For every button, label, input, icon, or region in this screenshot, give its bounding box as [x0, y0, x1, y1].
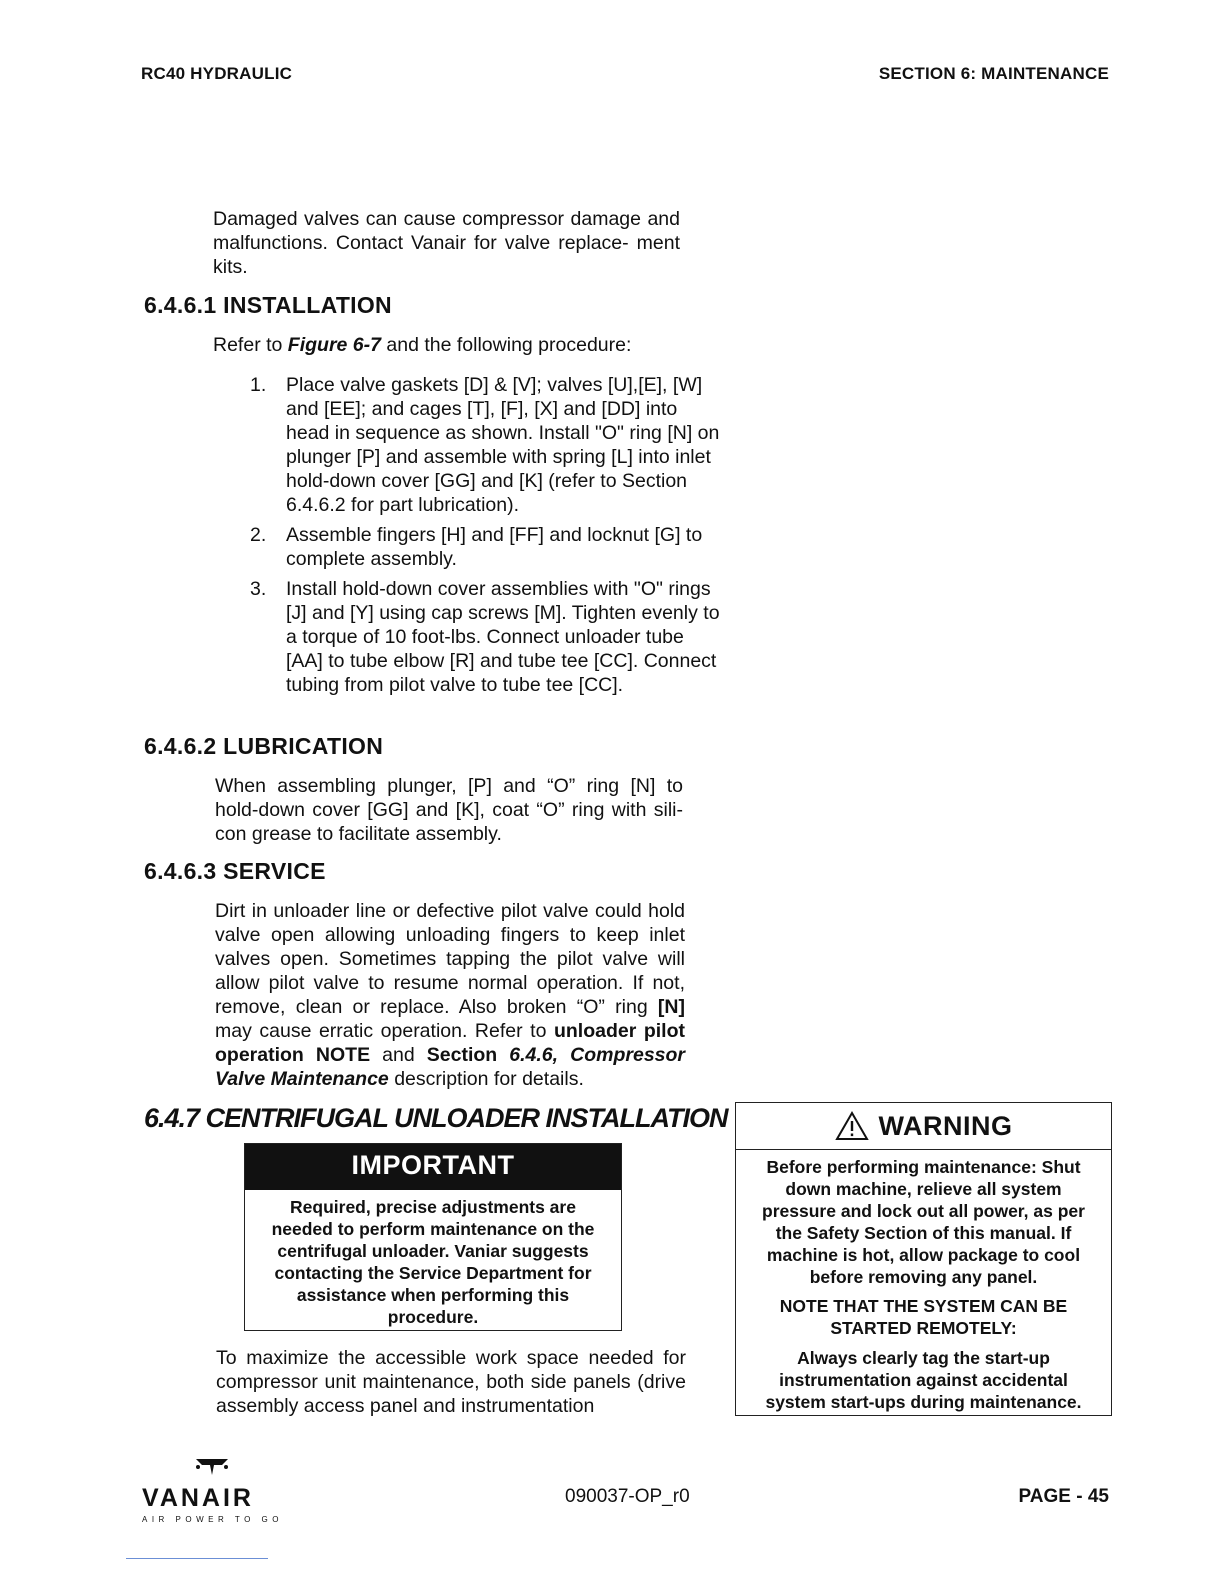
lubrication-heading: 6.4.6.2 LUBRICATION — [144, 733, 384, 759]
intro-paragraph: Damaged valves can cause compressor damage and malfunctions. Contact Vanair for valve replace- ment kits. — [213, 208, 680, 278]
logo-tagline: AIR POWER TO GO — [142, 1515, 283, 1524]
list-item: 2. Assemble fingers [H] and [FF] and locknut [G] to complete assembly. — [250, 524, 703, 570]
important-title: IMPORTANT — [245, 1144, 621, 1190]
warning-text-2: NOTE THAT THE SYSTEM CAN BE STARTED REMOTELY: — [779, 1296, 1068, 1338]
list-item: 1. Place valve gaskets [D] & [V]; valves [U],[E], [W] and [EE]; and cages [T], [F], [X] and [DD] into head in sequence as shown. Install "O" ring [N] on plunger [P] and assemble with spring [L] into inlet hold-down cover [GG] and [K] (refer to Section 6.4.6.2 for part lubrication). — [250, 374, 720, 516]
warning-text-3: Always clearly tag the start-up instrumentation against accidental system start-ups during maintenance. — [765, 1348, 1082, 1412]
centrifugal-heading: 6.4.7 CENTRIFUGAL UNLOADER INSTALLATION — [144, 1103, 728, 1133]
warning-triangle-icon — [835, 1111, 869, 1141]
warning-box — [735, 1102, 1112, 1416]
header-right: SECTION 6: MAINTENANCE — [878, 64, 1109, 83]
logo-word: VANAIR — [142, 1484, 254, 1512]
page-number: PAGE - 45 — [1018, 1486, 1109, 1507]
list-item: 3. Install hold-down cover assemblies with "O" rings [J] and [Y] using cap screws [M]. Tighten evenly to a torque of 10 foot-lbs. Connect unloader tube [AA] to tube elbow [R] and tube tee [CC]. Connect tubing from pilot valve to tube tee [CC]. — [250, 578, 720, 696]
warning-title: WARNING — [878, 1110, 1013, 1141]
important-box — [244, 1143, 622, 1331]
centrifugal-paragraph: To maximize the accessible work space needed for compressor unit maintenance, both side panels (drive assembly access panel and instrumentation — [216, 1347, 686, 1417]
installation-heading: 6.4.6.1 INSTALLATION — [144, 292, 392, 318]
service-paragraph: Dirt in unloader line or defective pilot valve could hold valve open allowing unloading fingers to keep inlet valves open. Sometimes tapping the pilot valve will allow pilot valve to resume normal operation. If not, remove, clean or replace. Also broken “O” ring [N] may cause erratic operation. Refer to unloader pilot operation NOTE and Section 6.4.6, Compressor Valve Maintenance description for details. — [215, 900, 686, 1090]
header-left: RC40 HYDRAULIC — [141, 64, 293, 83]
warning-header — [736, 1103, 1111, 1150]
important-text: Required, precise adjustments are needed to perform maintenance on the centrifugal unloader. Vaniar suggests contacting the Service Department for assistance when performing this procedure. — [271, 1197, 595, 1327]
vanair-logo — [142, 1455, 312, 1524]
warning-text-1: Before performing maintenance: Shut down machine, relieve all system pressure and lock out all power, as per the Safety Section of this manual. If machine is hot, allow package to cool before removing any panel. — [762, 1157, 1085, 1287]
lubrication-paragraph: When assembling plunger, [P] and “O” ring [N] to hold-down cover [GG] and [K], coat “O” ring with sili- con grease to facilitate assembly. — [215, 775, 683, 845]
vanair-emblem-icon — [192, 1455, 232, 1477]
service-heading: 6.4.6.3 SERVICE — [144, 858, 326, 884]
document-code: 090037-OP_r0 — [565, 1486, 690, 1507]
installation-steps — [250, 373, 720, 703]
installation-lead: Refer to Figure 6-7 and the following procedure: — [213, 334, 632, 356]
bottom-rule — [126, 1558, 268, 1559]
